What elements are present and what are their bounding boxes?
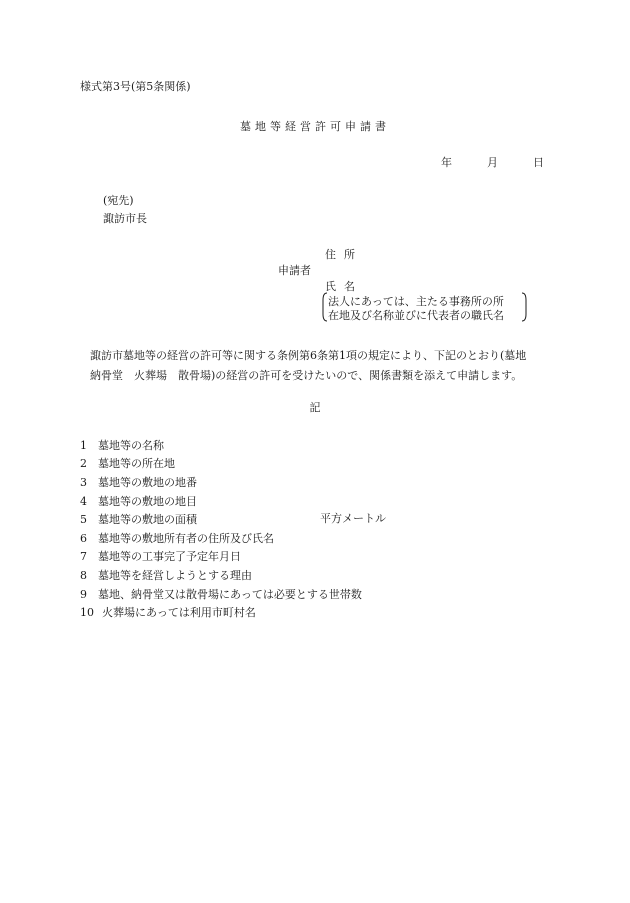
form-number: 様式第3号(第5条関係) [80,80,191,93]
item-text: 墓地等の工事完了予定年月日 [98,550,241,564]
note-line-2: 在地及び名称並びに代表者の職氏名 [328,309,504,322]
item-text: 墓地等の名称 [98,438,164,452]
list-item [80,529,362,548]
note-line-1: 法人にあっては、主たる事務所の所 [328,295,504,308]
item-number: 5 [80,513,87,527]
addressee: 諏訪市長 [103,212,147,225]
list-item [80,473,362,492]
item-number: 2 [80,457,87,471]
list-item [80,603,362,622]
name-label: 氏名 [325,280,363,293]
item-number: 1 [80,438,87,452]
item-text: 墓地等の敷地所有者の住所及び氏名 [98,531,274,545]
item-text: 墓地等の敷地の地目 [98,494,197,508]
date-line [441,157,544,168]
list-item [80,436,362,455]
item-number: 7 [80,550,87,564]
item-number: 9 [80,587,87,601]
item-text: 火葬場にあっては利用市町村名 [102,606,256,620]
document-title: 墓地等経営許可申請書 [240,120,390,133]
corporation-note [322,292,532,322]
item-text: 墓地等の敷地の面積 [98,513,197,527]
area-unit: 平方メートル [320,512,386,525]
item-number: 4 [80,494,87,508]
addressee-paren: (宛先) [103,194,134,207]
body-line-2: 納骨堂 火葬場 散骨場)の経営の許可を受けたいので、関係書類を添えて申請します。 [90,369,523,382]
date-year-label: 年 [441,156,452,169]
address-label: 住所 [325,248,363,261]
list-item [80,548,362,567]
item-text: 墓地等の所在地 [98,457,175,471]
item-text: 墓地、納骨堂又は散骨場にあっては必要とする世帯数 [98,587,362,601]
item-text: 墓地等の敷地の地番 [98,475,197,489]
item-number: 6 [80,531,87,545]
date-day-label: 日 [533,156,544,169]
item-text: 墓地等を経営しようとする理由 [98,568,252,582]
ki-heading: 記 [309,401,321,414]
list-item [80,455,362,474]
list-item [80,585,362,604]
right-bracket [521,292,527,322]
body-line-1: 諏訪市墓地等の経営の許可等に関する条例第6条第1項の規定により、下記のとおり(墓地 [90,349,527,362]
date-month-label: 月 [487,156,498,169]
applicant-label: 申請者 [278,264,311,277]
item-number: 10 [80,606,94,620]
item-number: 8 [80,568,87,582]
application-body [90,346,560,386]
list-item [80,566,362,585]
item-number: 3 [80,475,87,489]
list-item [80,492,362,511]
item-list [80,436,362,622]
